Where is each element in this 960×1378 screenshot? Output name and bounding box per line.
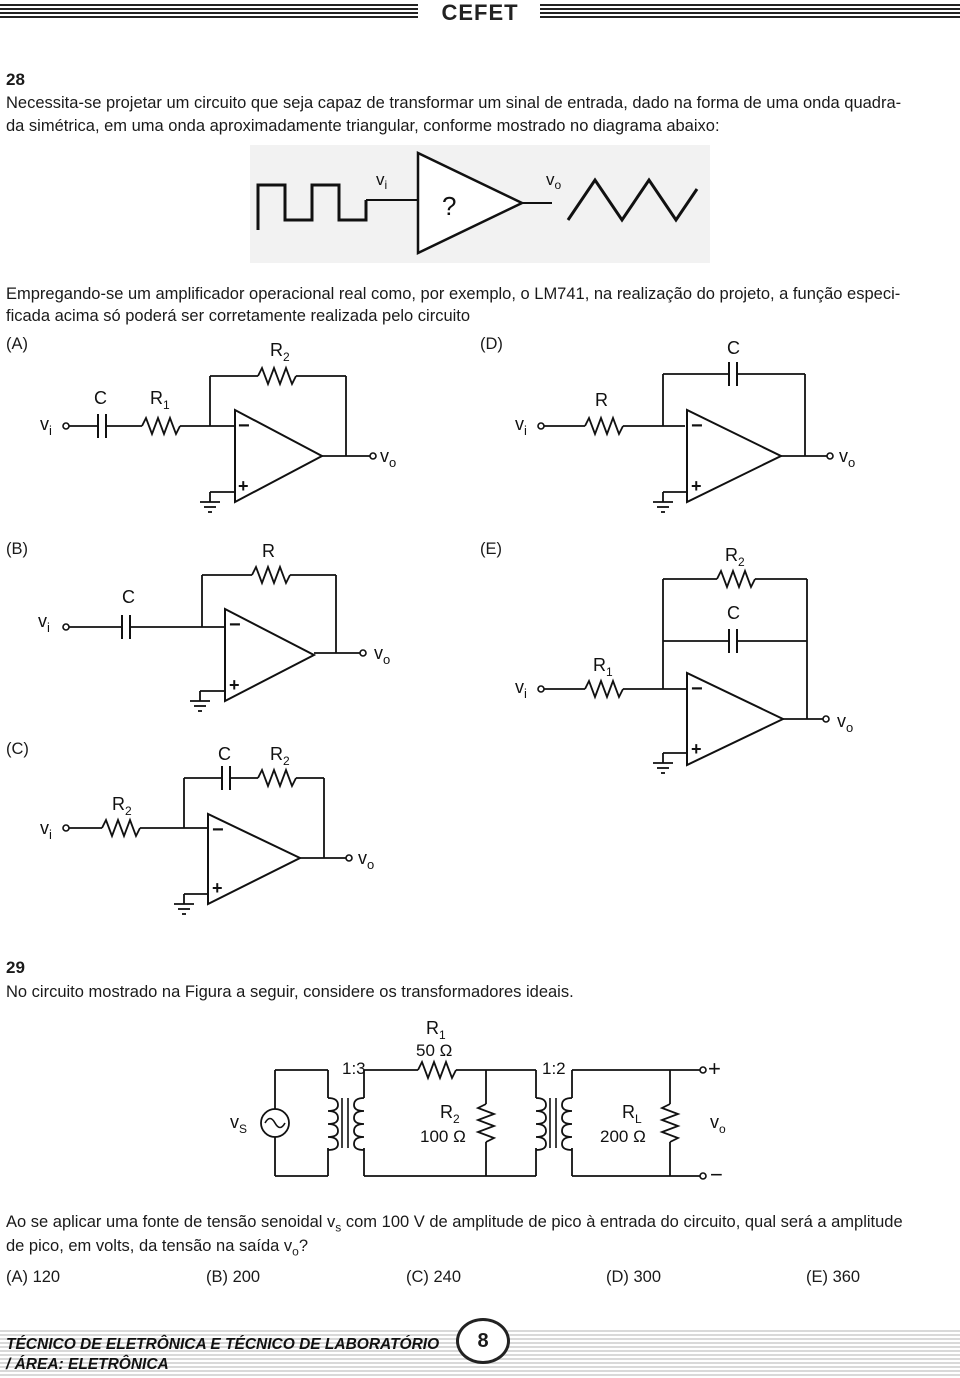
footer-title-line1: TÉCNICO DE ELETRÔNICA E TÉCNICO DE LABORATÓRIO [6, 1336, 440, 1353]
svg-text:−: − [238, 415, 250, 437]
svg-text:vo: $v_o$ [358, 848, 375, 872]
option-b-label[interactable]: (B) [6, 540, 28, 558]
option-d-label[interactable]: (D) [480, 335, 503, 353]
answer-option-c[interactable]: (C) 240 [406, 1268, 462, 1286]
question-28-body2: ficada acima só poderá ser corretamente realizada pelo circuito [6, 307, 471, 325]
svg-text:R1: $R_1$ [150, 388, 170, 412]
svg-text:C: C [727, 603, 740, 623]
option-c-label[interactable]: (C) [6, 740, 29, 758]
svg-text:R: R [262, 541, 275, 561]
svg-text:RL: $R_L$ [622, 1102, 642, 1126]
svg-text:vi: $v_i$ [38, 611, 50, 635]
svg-text:−: − [691, 678, 703, 700]
svg-text:vo: $v_o$ [837, 711, 854, 735]
svg-text:R2: $R_2$ [725, 545, 745, 569]
question-28-line1: Necessita-se projetar um circuito que seja capaz de transformar um sinal de entrada, dado na forma de uma onda quadra- [6, 94, 902, 112]
svg-text:+: + [212, 878, 223, 898]
svg-text:R1: $R_1$ [593, 655, 613, 679]
svg-text:−: − [691, 415, 703, 437]
svg-text:vi: $v_i$ [515, 677, 527, 701]
svg-text:C: C [94, 388, 107, 408]
svg-text:R1: $R_1$ [426, 1018, 446, 1042]
question-29-number: 29 [6, 958, 25, 977]
q28-block-diagram [250, 145, 710, 263]
page-number: 8 [456, 1318, 510, 1364]
svg-text:vo: $v_o$ [839, 446, 856, 470]
svg-text:R: R [595, 390, 608, 410]
option-e-label[interactable]: (E) [480, 540, 502, 558]
svg-text:R2: $R_2$ [440, 1102, 460, 1126]
svg-text:vi: $v_i$ [40, 818, 52, 842]
svg-text:+: + [708, 1056, 721, 1081]
option-a-label[interactable]: (A) [6, 335, 28, 353]
svg-text:−: − [710, 1162, 723, 1187]
q28-vo-label: $v_o$ [546, 170, 562, 192]
svg-text:vi: $v_i$ [515, 414, 527, 438]
question-28-number: 28 [6, 70, 25, 89]
question-28-body1: Empregando-se um amplificador operacional real como, por exemplo, o LM741, na realização do projeto, a função especi- [6, 285, 901, 303]
svg-text:+: + [691, 476, 702, 496]
svg-text:R2: $R_2$ [270, 744, 290, 768]
svg-text:vo: $v_o$ [374, 643, 391, 667]
svg-text:vo: $v_o$ [380, 446, 397, 470]
question-29-body2: de pico, em volts, da tensão na saída $v_o$? [6, 1237, 309, 1259]
svg-text:1:2: 1:2 [542, 1059, 566, 1078]
svg-text:vo: $v_o$ [710, 1112, 726, 1136]
svg-text:100 Ω: 100 Ω [420, 1127, 466, 1146]
question-29-body1: Ao se aplicar uma fonte de tensão senoidal $v_s$ com 100 V de amplitude de pico à entrada do circuito, qual será a amplitude [6, 1213, 903, 1235]
q28-question-mark: ? [442, 191, 457, 221]
svg-text:200 Ω: 200 Ω [600, 1127, 646, 1146]
svg-text:−: − [212, 819, 224, 841]
svg-text:R2: $R_2$ [270, 340, 290, 364]
option-c-circuit [30, 738, 420, 928]
answer-option-e[interactable]: (E) 360 [806, 1268, 861, 1286]
q29-transformer-circuit [220, 1010, 740, 1190]
svg-text:+: + [238, 476, 249, 496]
header-brand: CEFET [441, 0, 519, 25]
svg-text:50 Ω: 50 Ω [416, 1041, 453, 1060]
header-rule-right [540, 4, 960, 18]
option-a-circuit [30, 330, 420, 520]
svg-text:C: C [727, 338, 740, 358]
svg-text:+: + [229, 675, 240, 695]
answer-option-a[interactable]: (A) 120 [6, 1268, 61, 1286]
footer-title-line2: / ÁREA: ELETRÔNICA [6, 1356, 169, 1373]
svg-text:−: − [229, 614, 241, 636]
header-rule-left [0, 4, 418, 18]
svg-text:vi: $v_i$ [40, 414, 52, 438]
svg-text:C: C [122, 587, 135, 607]
option-e-circuit [505, 535, 895, 785]
answer-option-b[interactable]: (B) 200 [206, 1268, 261, 1286]
svg-text:R2: $R_2$ [112, 794, 132, 818]
answer-option-d[interactable]: (D) 300 [606, 1268, 662, 1286]
option-d-circuit [505, 330, 895, 520]
svg-text:vS: $v_S$ [230, 1112, 248, 1136]
q28-vi-label: $v_i$ [376, 170, 388, 192]
svg-text:C: C [218, 744, 231, 764]
question-28-line2: da simétrica, em uma onda aproximadamente triangular, conforme mostrado no diagrama abaixo: [6, 117, 720, 135]
question-29-intro: No circuito mostrado na Figura a seguir, considere os transformadores ideais. [6, 983, 574, 1001]
svg-text:+: + [691, 739, 702, 759]
option-b-circuit [30, 535, 420, 725]
svg-text:1:3: 1:3 [342, 1059, 366, 1078]
